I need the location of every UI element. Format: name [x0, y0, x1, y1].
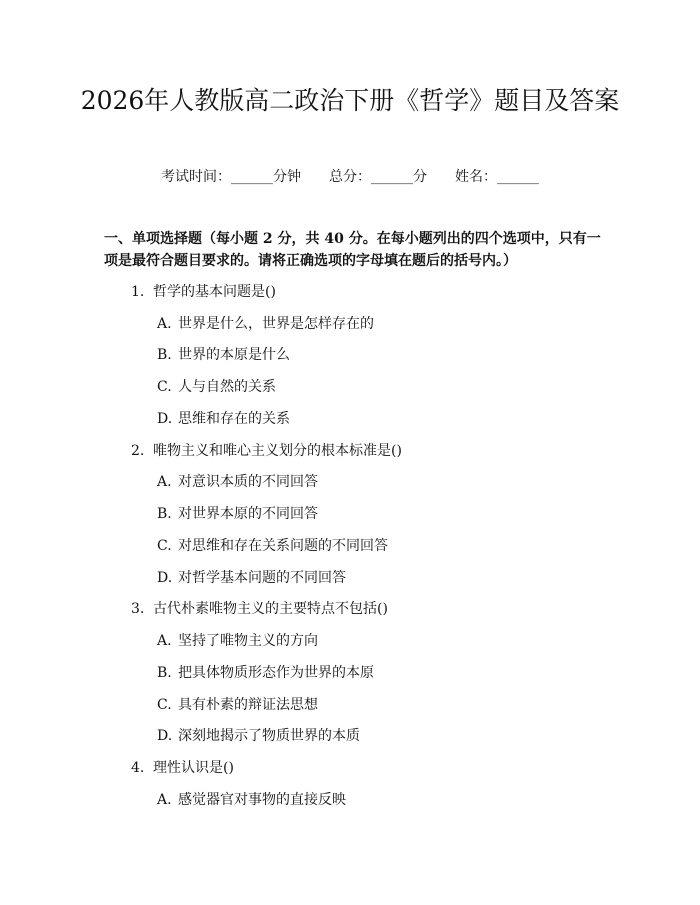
option-text: 把具体物质形态作为世界的本原: [178, 665, 374, 681]
question-number: 3.: [131, 601, 145, 617]
question-text: 哲学的基本问题是(): [153, 284, 276, 300]
option-text: 对思维和存在关系问题的不同回答: [178, 538, 388, 554]
question-1-option-a: [157, 314, 374, 334]
question-1-option-c: [157, 377, 276, 397]
question-1: [131, 282, 276, 302]
question-2: [131, 441, 402, 461]
question-3-option-a: [157, 631, 318, 651]
option-text: 对世界本原的不同回答: [178, 506, 318, 522]
question-2-option-d: [157, 568, 346, 588]
question-3-option-c: [157, 695, 318, 715]
document-title: 2026年人教版高二政治下册《哲学》题目及答案: [80, 86, 620, 115]
question-number: 1.: [131, 284, 145, 300]
question-number: 2.: [131, 443, 145, 459]
option-text: 深刻地揭示了物质世界的本质: [178, 728, 360, 744]
option-text: 感觉器官对事物的直接反映: [178, 792, 346, 808]
question-2-option-b: [157, 504, 318, 524]
section-heading: 一、单项选择题（每小题 2 分，共 40 分。在每小题列出的四个选项中，只有一项是最符合题目要求的。请将正确选项的字母填在题后的括号内。）: [104, 231, 601, 269]
exam-time-field: 考试时间：______分钟: [161, 169, 301, 185]
option-text: 人与自然的关系: [178, 379, 276, 395]
student-name-field: 姓名：______: [455, 169, 539, 185]
option-letter: D.: [157, 570, 173, 586]
option-text: 对哲学基本问题的不同回答: [178, 570, 346, 586]
option-letter: B.: [157, 347, 172, 363]
option-letter: A.: [157, 633, 172, 649]
question-text: 古代朴素唯物主义的主要特点不包括(): [153, 601, 388, 617]
option-text: 世界是什么，世界是怎样存在的: [178, 316, 374, 332]
option-letter: D.: [157, 411, 173, 427]
option-letter: B.: [157, 665, 172, 681]
option-letter: A.: [157, 474, 172, 490]
exam-info-line: [0, 167, 700, 187]
option-text: 坚持了唯物主义的方向: [178, 633, 318, 649]
total-score-field: 总分：______分: [329, 169, 427, 185]
option-letter: C.: [157, 697, 172, 713]
option-letter: C.: [157, 379, 172, 395]
question-3-option-d: [157, 726, 360, 746]
option-letter: B.: [157, 506, 172, 522]
question-1-option-b: [157, 345, 290, 365]
option-letter: A.: [157, 316, 172, 332]
option-letter: C.: [157, 538, 172, 554]
question-2-option-a: [157, 472, 318, 492]
question-4-option-a: [157, 790, 346, 810]
option-text: 对意识本质的不同回答: [178, 474, 318, 490]
question-3: [131, 599, 388, 619]
question-number: 4.: [131, 760, 145, 776]
option-letter: A.: [157, 792, 172, 808]
question-1-option-d: [157, 409, 290, 429]
option-letter: D.: [157, 728, 173, 744]
option-text: 思维和存在的关系: [178, 411, 290, 427]
option-text: 世界的本原是什么: [178, 347, 290, 363]
question-3-option-b: [157, 663, 374, 683]
question-text: 唯物主义和唯心主义划分的根本标准是(): [153, 443, 402, 459]
question-text: 理性认识是(): [153, 760, 234, 776]
question-2-option-c: [157, 536, 388, 556]
option-text: 具有朴素的辩证法思想: [178, 697, 318, 713]
question-4: [131, 758, 234, 778]
